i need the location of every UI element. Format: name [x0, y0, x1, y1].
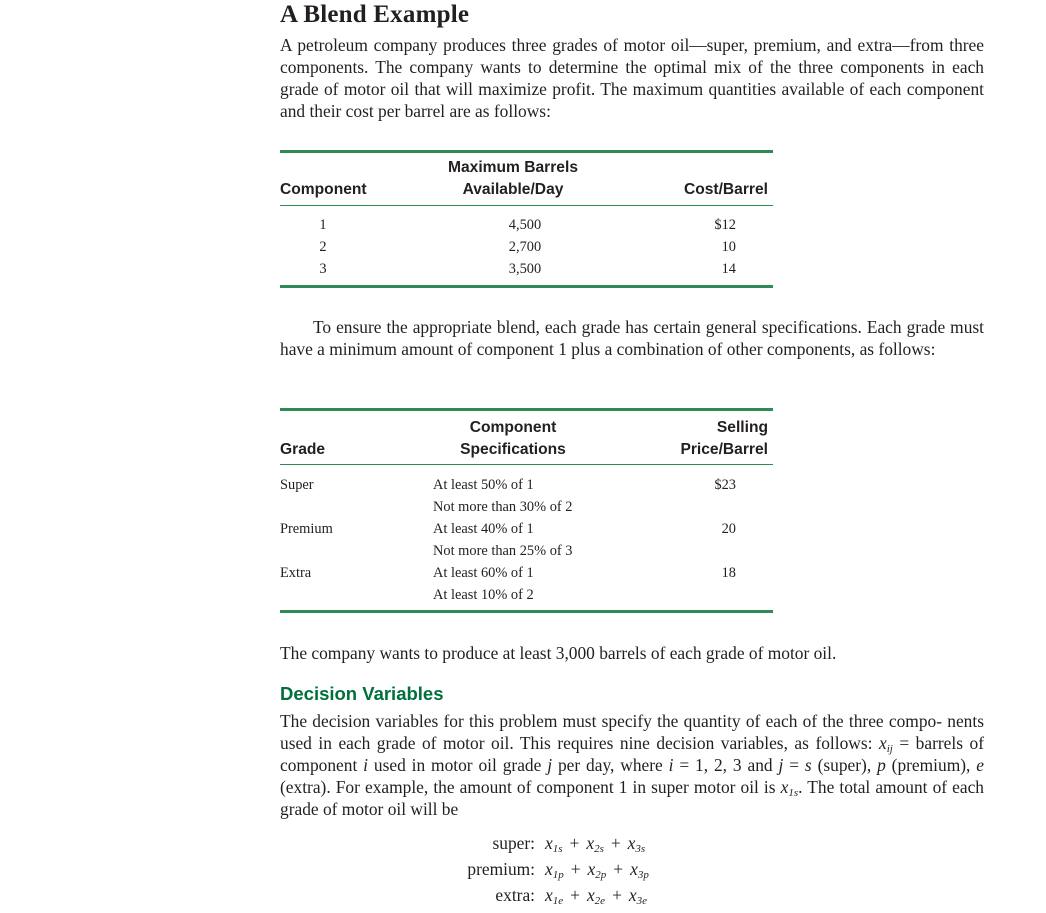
- paragraph-text: (extra). For example, the amount of component 1 in super motor oil is: [280, 777, 776, 797]
- plus-sign: +: [570, 885, 580, 905]
- plus-sign: +: [610, 833, 621, 853]
- eq-var: x: [545, 859, 553, 879]
- section-title: A Blend Example: [280, 1, 470, 28]
- eq-var: x: [545, 885, 553, 905]
- production-note: The company wants to produce at least 3,000 barrels of each grade of motor oil.: [280, 643, 837, 663]
- eq-sub: 3s: [635, 843, 646, 855]
- equation-label: super:: [492, 833, 535, 853]
- paragraph-text: (premium),: [885, 755, 977, 775]
- col-header-spec-line2: Specifications: [460, 441, 566, 458]
- table-top-rule: [280, 150, 773, 153]
- paragraph-text: = 1, 2, 3 and: [673, 755, 779, 775]
- table-cell-grade: Extra: [280, 565, 312, 581]
- equation-row: [435, 832, 645, 854]
- table-cell-price: $23: [714, 477, 736, 493]
- paragraph-text: nents used in each grade of motor oil. This requires nine decision variables, as follows:: [280, 711, 984, 753]
- eq-sub: 2p: [595, 869, 607, 881]
- plus-sign: +: [613, 859, 624, 879]
- intro-paragraph: A petroleum company produces three grades of motor oil—super, premium, and extra—from three components. The company wants to determine the optimal mix of the three components in each grade of motor oil that will maximize profit. The maximum quantities available of each component and their cost per barrel are as follows:: [280, 35, 984, 121]
- eq-sub: 2s: [594, 843, 604, 855]
- table-cell-max: 3,500: [508, 261, 542, 277]
- col-header-cost: Cost/Barrel: [683, 181, 768, 198]
- paragraph-text: = barrels of component: [280, 733, 985, 775]
- table-header-rule: [280, 205, 773, 206]
- variable-s: s: [804, 755, 812, 775]
- table-cell-component: 2: [319, 239, 327, 255]
- table-top-rule: [280, 408, 773, 411]
- table-cell-component: 1: [319, 217, 327, 233]
- table-header-rule: [280, 464, 773, 465]
- table-cell-grade: Premium: [280, 521, 333, 537]
- table-bottom-rule: [280, 610, 773, 613]
- table-cell-spec: At least 50% of 1: [433, 477, 534, 493]
- eq-sub: 1e: [552, 895, 564, 907]
- eq-sub: 2e: [594, 895, 606, 907]
- col-header-price-line1: Selling: [716, 419, 768, 436]
- eq-var: x: [627, 833, 636, 853]
- eq-var: x: [630, 859, 638, 879]
- variable-p: p: [877, 755, 886, 775]
- col-header-max-line1: Maximum Barrels: [447, 159, 578, 176]
- table-cell-price: 18: [721, 565, 736, 581]
- table-cell-grade: Super: [280, 477, 314, 493]
- col-header-price-line2: Price/Barrel: [680, 441, 768, 458]
- table-cell-max: 4,500: [508, 217, 542, 233]
- variable-j: j: [778, 755, 784, 775]
- decision-variables-heading: Decision Variables: [280, 683, 444, 704]
- plus-sign: +: [570, 859, 581, 879]
- eq-var: x: [545, 833, 553, 853]
- table-cell-spec: At least 40% of 1: [433, 521, 534, 537]
- paragraph-text: =: [783, 755, 805, 775]
- col-header-component: Component: [280, 181, 367, 198]
- eq-sub: 1s: [552, 843, 563, 855]
- table-cell-spec: At least 10% of 2: [433, 587, 534, 603]
- plus-sign: +: [612, 885, 622, 905]
- eq-sub: 1p: [552, 869, 564, 881]
- specification-paragraph: To ensure the appropriate blend, each grade has certain general specifications. Each grade must have a minimum amount of component 1 plus a combination of other components, as follows:: [280, 317, 984, 359]
- eq-var: x: [628, 885, 637, 905]
- paragraph-text: per day, where: [552, 755, 669, 775]
- table-cell-cost: 14: [721, 261, 736, 277]
- table-cell-spec: Not more than 25% of 3: [433, 543, 573, 559]
- eq-var: x: [586, 833, 595, 853]
- table-cell-price: 20: [721, 521, 736, 537]
- paragraph-text: The decision variables for this problem must specify the quantity of each of the three compo-: [280, 711, 943, 731]
- equation-label: premium:: [467, 859, 535, 879]
- table-cell-cost: 10: [721, 239, 736, 255]
- variable-x: x: [878, 733, 887, 753]
- table-cell-spec: Not more than 30% of 2: [433, 499, 573, 515]
- paragraph-text: used in motor oil grade: [368, 755, 548, 775]
- eq-var: x: [587, 859, 596, 879]
- eq-sub: 3e: [636, 895, 647, 907]
- paragraph-text: (super),: [817, 755, 878, 775]
- table-cell-component: 3: [319, 261, 327, 277]
- variable-i: i: [363, 755, 368, 775]
- subscript-1s: 1s: [788, 787, 799, 799]
- variable-i: i: [668, 755, 674, 775]
- equation-label: extra:: [495, 885, 535, 905]
- variable-j: j: [547, 755, 553, 775]
- eq-var: x: [586, 885, 595, 905]
- subscript-ij: ij: [886, 743, 893, 755]
- equation-row: [435, 884, 647, 906]
- col-header-spec-line1: Component: [469, 419, 557, 436]
- equation-row: [435, 858, 649, 880]
- variable-e: e: [976, 755, 984, 775]
- plus-sign: +: [569, 833, 580, 853]
- eq-sub: 3p: [637, 869, 649, 881]
- table-cell-spec: At least 60% of 1: [433, 565, 534, 581]
- paragraph-text: . The total amount of each grade of motor oil will be: [280, 777, 984, 819]
- col-header-max-line2: Available/Day: [462, 181, 564, 198]
- table-cell-max: 2,700: [508, 239, 542, 255]
- table-bottom-rule: [280, 285, 773, 288]
- table-cell-cost: $12: [714, 217, 736, 233]
- col-header-grade: Grade: [280, 441, 326, 458]
- decision-paragraph: [280, 710, 984, 820]
- variable-x: x: [780, 777, 789, 797]
